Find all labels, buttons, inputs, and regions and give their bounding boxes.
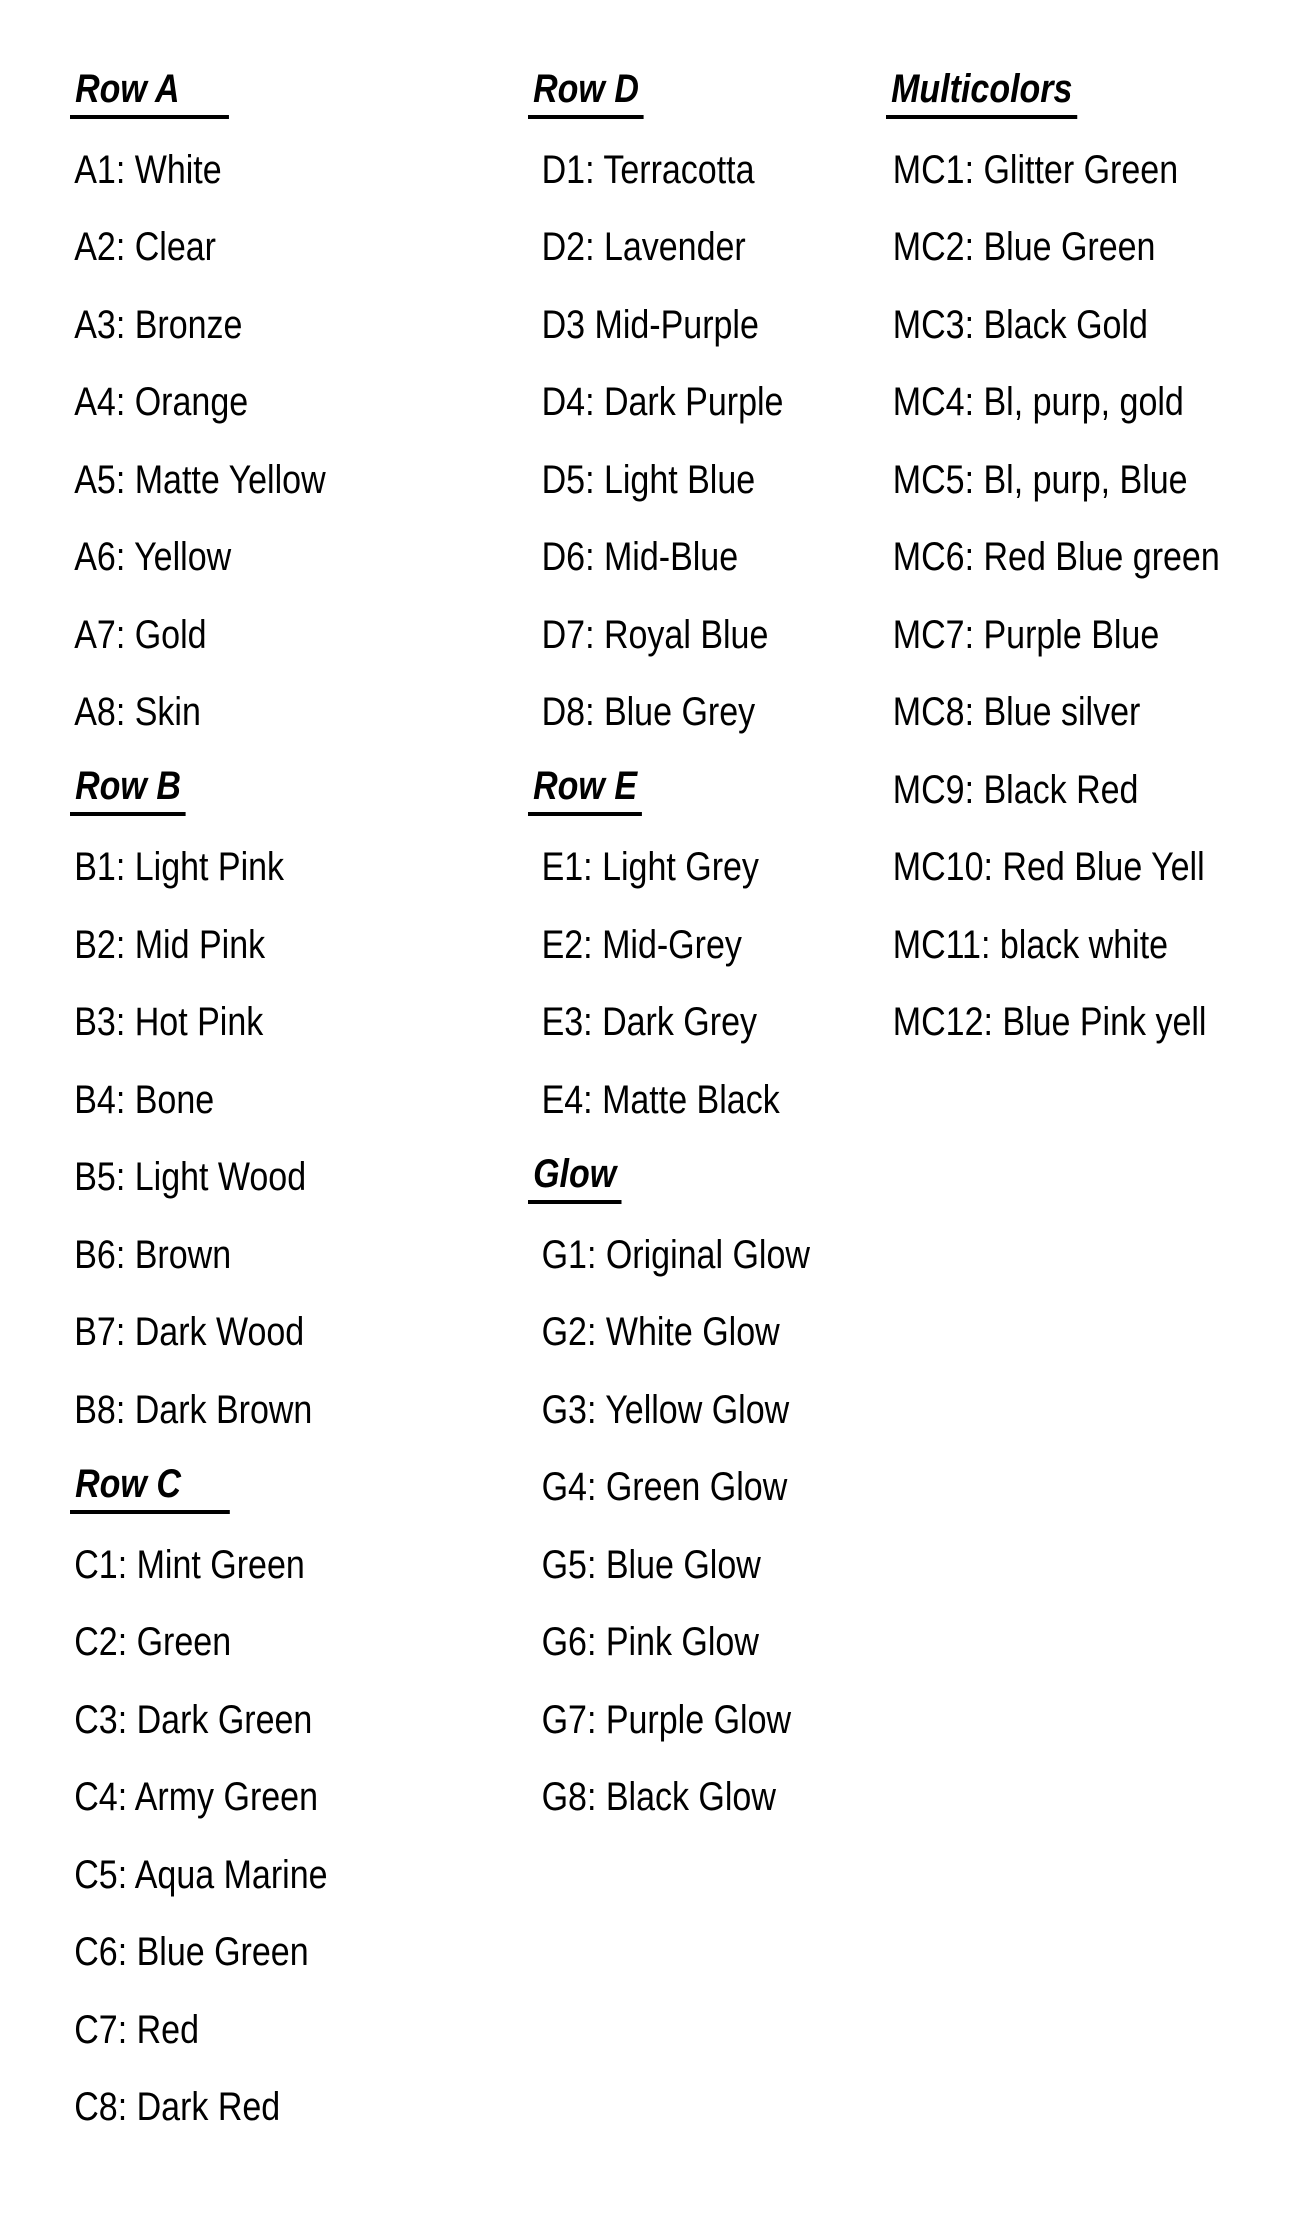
item-a8: A8: Skin [74, 690, 201, 735]
item-c2: C2: Green [74, 1620, 232, 1665]
item-c4: C4: Army Green [74, 1775, 319, 1820]
header-glow [528, 1139, 827, 1217]
item-mc1: MC1: Glitter Green [892, 147, 1179, 192]
item-c5: C5: Aqua Marine [74, 1852, 328, 1897]
item-b7: B7: Dark Wood [74, 1310, 305, 1355]
item-b8: B8: Dark Brown [74, 1387, 313, 1432]
header-row-d-label: Row D [528, 67, 644, 119]
item-e4: E4: Matte Black [541, 1077, 780, 1122]
item-b2: B2: Mid Pink [74, 922, 266, 967]
item-e2: E2: Mid-Grey [541, 922, 742, 967]
item-a4: A4: Orange [74, 380, 249, 425]
header-row-c-label: Row C [70, 1462, 230, 1514]
color-list-column-1 [70, 54, 530, 2147]
item-d4: D4: Dark Purple [541, 380, 784, 425]
item-mc9: MC9: Black Red [892, 767, 1139, 812]
item-g4: G4: Green Glow [541, 1465, 788, 1510]
item-mc3: MC3: Black Gold [892, 302, 1148, 347]
header-row-e-label: Row E [528, 764, 642, 816]
item-mc4: MC4: Bl, purp, gold [892, 380, 1184, 425]
item-d3: D3 Mid-Purple [541, 302, 759, 347]
item-g6: G6: Pink Glow [541, 1620, 759, 1665]
item-b5: B5: Light Wood [74, 1155, 307, 1200]
header-row-a [70, 54, 461, 132]
item-mc8: MC8: Blue silver [892, 690, 1141, 735]
item-a1: A1: White [74, 147, 222, 192]
item-c1: C1: Mint Green [74, 1542, 305, 1587]
item-a3: A3: Bronze [74, 302, 243, 347]
item-b4: B4: Bone [74, 1077, 215, 1122]
header-row-b-label: Row B [70, 764, 186, 816]
item-a6: A6: Yellow [74, 535, 232, 580]
item-d8: D8: Blue Grey [541, 690, 756, 735]
header-row-a-label: Row A [70, 67, 229, 119]
item-mc5: MC5: Bl, purp, Blue [892, 457, 1188, 502]
item-mc7: MC7: Purple Blue [892, 612, 1160, 657]
header-row-c [70, 1449, 461, 1527]
item-g8: G8: Black Glow [541, 1775, 776, 1820]
header-row-b [70, 752, 461, 830]
item-mc11: MC11: black white [892, 922, 1169, 967]
item-b1: B1: Light Pink [74, 845, 285, 890]
item-mc10: MC10: Red Blue Yell [892, 845, 1205, 890]
item-g7: G7: Purple Glow [541, 1697, 792, 1742]
item-d5: D5: Light Blue [541, 457, 756, 502]
item-c7: C7: Red [74, 2007, 199, 2052]
item-c3: C3: Dark Green [74, 1697, 313, 1742]
header-glow-label: Glow [528, 1152, 621, 1204]
item-c6: C6: Blue Green [74, 1930, 309, 1975]
item-g3: G3: Yellow Glow [541, 1387, 790, 1432]
item-g2: G2: White Glow [541, 1310, 780, 1355]
header-row-d [528, 54, 827, 132]
item-mc12: MC12: Blue Pink yell [892, 1000, 1207, 1045]
item-e1: E1: Light Grey [541, 845, 759, 890]
item-c8: C8: Dark Red [74, 2085, 281, 2130]
item-d7: D7: Royal Blue [541, 612, 769, 657]
item-g1: G1: Original Glow [541, 1232, 810, 1277]
color-list-column-3 [886, 54, 1286, 1062]
item-a7: A7: Gold [74, 612, 207, 657]
item-e3: E3: Dark Grey [541, 1000, 757, 1045]
item-b3: B3: Hot Pink [74, 1000, 264, 1045]
item-d1: D1: Terracotta [541, 147, 755, 192]
header-row-e [528, 752, 827, 830]
item-mc2: MC2: Blue Green [892, 225, 1156, 270]
color-list-column-2 [528, 54, 880, 1837]
header-multicolors [886, 54, 1226, 132]
header-multicolors-label: Multicolors [886, 67, 1078, 119]
item-a2: A2: Clear [74, 225, 216, 270]
item-b6: B6: Brown [74, 1232, 232, 1277]
item-mc6: MC6: Red Blue green [892, 535, 1220, 580]
item-d6: D6: Mid-Blue [541, 535, 739, 580]
item-g5: G5: Blue Glow [541, 1542, 761, 1587]
item-d2: D2: Lavender [541, 225, 746, 270]
item-a5: A5: Matte Yellow [74, 457, 326, 502]
